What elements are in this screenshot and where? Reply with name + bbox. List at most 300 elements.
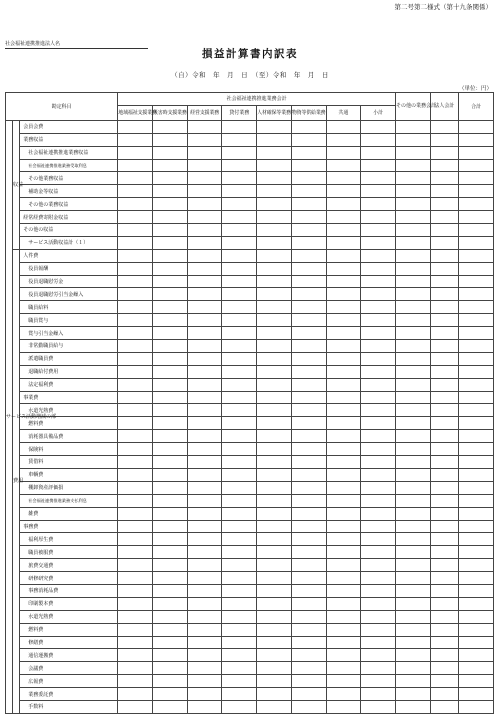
value-cell — [430, 636, 459, 649]
value-cell — [361, 430, 396, 443]
value-cell — [187, 688, 222, 701]
value-cell — [222, 404, 257, 417]
value-cell — [118, 404, 153, 417]
value-cell — [326, 249, 361, 262]
value-cell — [430, 546, 459, 559]
value-cell — [118, 211, 153, 224]
value-cell — [361, 584, 396, 597]
value-cell — [326, 610, 361, 623]
value-cell — [187, 597, 222, 610]
table-body — [6, 120, 494, 713]
value-cell — [361, 417, 396, 430]
value-cell — [326, 391, 361, 404]
table-row — [6, 700, 494, 713]
value-cell — [153, 688, 188, 701]
value-cell — [361, 340, 396, 353]
value-cell — [326, 211, 361, 224]
value-cell — [222, 120, 257, 133]
table-row — [6, 340, 494, 353]
value-cell — [361, 275, 396, 288]
value-cell — [118, 236, 153, 249]
value-cell — [118, 597, 153, 610]
value-cell — [291, 481, 326, 494]
value-cell — [118, 494, 153, 507]
value-cell — [430, 378, 459, 391]
value-cell — [187, 623, 222, 636]
value-cell — [361, 198, 396, 211]
value-cell — [257, 520, 292, 533]
table-row — [6, 314, 494, 327]
value-cell — [222, 249, 257, 262]
value-cell — [459, 649, 494, 662]
value-cell — [326, 507, 361, 520]
value-cell — [326, 430, 361, 443]
header-sub-col: 人材確保等業務 — [257, 105, 292, 120]
value-cell — [361, 456, 396, 469]
value-cell — [459, 700, 494, 713]
value-cell — [395, 468, 430, 481]
value-cell — [395, 146, 430, 159]
value-cell — [222, 352, 257, 365]
value-cell — [395, 443, 430, 456]
value-cell — [153, 378, 188, 391]
value-cell — [257, 456, 292, 469]
value-cell — [187, 159, 222, 172]
table-row — [6, 301, 494, 314]
value-cell — [118, 327, 153, 340]
value-cell — [395, 430, 430, 443]
value-cell — [153, 481, 188, 494]
value-cell — [153, 507, 188, 520]
table-row — [6, 198, 494, 211]
value-cell — [257, 649, 292, 662]
value-cell — [291, 391, 326, 404]
account-label: 手数料 — [20, 700, 118, 713]
value-cell — [395, 172, 430, 185]
value-cell — [222, 378, 257, 391]
table-row — [6, 610, 494, 623]
value-cell — [459, 456, 494, 469]
value-cell — [291, 662, 326, 675]
table-row — [6, 275, 494, 288]
value-cell — [153, 224, 188, 237]
value-cell — [459, 249, 494, 262]
value-cell — [395, 494, 430, 507]
table-row — [6, 417, 494, 430]
value-cell — [430, 327, 459, 340]
value-cell — [118, 700, 153, 713]
value-cell — [222, 546, 257, 559]
value-cell — [395, 520, 430, 533]
value-cell — [326, 533, 361, 546]
value-cell — [187, 391, 222, 404]
value-cell — [187, 584, 222, 597]
value-cell — [187, 572, 222, 585]
value-cell — [291, 198, 326, 211]
value-cell — [222, 159, 257, 172]
table-row — [6, 597, 494, 610]
value-cell — [222, 301, 257, 314]
value-cell — [395, 275, 430, 288]
account-label: 補助金等収益 — [20, 185, 118, 198]
value-cell — [153, 700, 188, 713]
header-corp: 法人会計 — [430, 93, 459, 121]
value-cell — [459, 211, 494, 224]
table-row — [6, 468, 494, 481]
account-label: 人件費 — [20, 249, 118, 262]
account-label: 保険料 — [20, 443, 118, 456]
value-cell — [395, 572, 430, 585]
value-cell — [257, 249, 292, 262]
value-cell — [395, 546, 430, 559]
value-cell — [326, 700, 361, 713]
value-cell — [153, 404, 188, 417]
value-cell — [153, 584, 188, 597]
value-cell — [361, 146, 396, 159]
value-cell — [459, 262, 494, 275]
account-label: その他の収益 — [20, 224, 118, 237]
value-cell — [395, 610, 430, 623]
value-cell — [395, 417, 430, 430]
value-cell — [459, 185, 494, 198]
account-label: 非常勤職員給与 — [20, 340, 118, 353]
value-cell — [291, 675, 326, 688]
value-cell — [153, 636, 188, 649]
value-cell — [430, 172, 459, 185]
value-cell — [187, 559, 222, 572]
value-cell — [459, 236, 494, 249]
table-row — [6, 159, 494, 172]
value-cell — [361, 378, 396, 391]
value-cell — [187, 224, 222, 237]
value-cell — [153, 391, 188, 404]
value-cell — [395, 391, 430, 404]
value-cell — [326, 301, 361, 314]
value-cell — [118, 417, 153, 430]
value-cell — [257, 468, 292, 481]
value-cell — [118, 133, 153, 146]
account-label: その他業務収益 — [20, 172, 118, 185]
value-cell — [395, 262, 430, 275]
table-row — [6, 133, 494, 146]
value-cell — [395, 378, 430, 391]
value-cell — [459, 146, 494, 159]
value-cell — [430, 456, 459, 469]
section-revenue: 収益 — [13, 120, 20, 249]
value-cell — [187, 494, 222, 507]
value-cell — [153, 417, 188, 430]
account-label: サービス活動収益計（１） — [20, 236, 118, 249]
value-cell — [361, 533, 396, 546]
account-label: 社会福祉連携推進業務受取利息 — [20, 159, 118, 172]
value-cell — [118, 443, 153, 456]
value-cell — [361, 623, 396, 636]
value-cell — [118, 249, 153, 262]
value-cell — [222, 572, 257, 585]
value-cell — [326, 404, 361, 417]
account-label: 事業費 — [20, 391, 118, 404]
value-cell — [459, 133, 494, 146]
value-cell — [326, 275, 361, 288]
value-cell — [291, 649, 326, 662]
table-row — [6, 352, 494, 365]
value-cell — [118, 610, 153, 623]
value-cell — [395, 559, 430, 572]
table-row — [6, 211, 494, 224]
value-cell — [361, 559, 396, 572]
value-cell — [187, 662, 222, 675]
value-cell — [430, 262, 459, 275]
value-cell — [187, 340, 222, 353]
account-label: 業務収益 — [20, 133, 118, 146]
value-cell — [257, 327, 292, 340]
value-cell — [257, 211, 292, 224]
value-cell — [326, 172, 361, 185]
value-cell — [153, 468, 188, 481]
value-cell — [291, 430, 326, 443]
value-cell — [153, 133, 188, 146]
table-row — [6, 288, 494, 301]
value-cell — [222, 314, 257, 327]
value-cell — [459, 224, 494, 237]
value-cell — [291, 417, 326, 430]
table-row — [6, 584, 494, 597]
table-row — [6, 327, 494, 340]
value-cell — [326, 146, 361, 159]
table-row — [6, 572, 494, 585]
header-sub-col: 物資等供給業務 — [291, 105, 326, 120]
value-cell — [459, 417, 494, 430]
value-cell — [361, 288, 396, 301]
value-cell — [222, 443, 257, 456]
value-cell — [326, 314, 361, 327]
value-cell — [153, 314, 188, 327]
value-cell — [187, 314, 222, 327]
value-cell — [459, 559, 494, 572]
table-row — [6, 636, 494, 649]
value-cell — [291, 559, 326, 572]
value-cell — [326, 378, 361, 391]
value-cell — [430, 314, 459, 327]
value-cell — [326, 365, 361, 378]
value-cell — [187, 249, 222, 262]
value-cell — [291, 275, 326, 288]
value-cell — [187, 430, 222, 443]
value-cell — [257, 198, 292, 211]
value-cell — [395, 507, 430, 520]
value-cell — [118, 365, 153, 378]
table-row — [6, 391, 494, 404]
value-cell — [153, 249, 188, 262]
value-cell — [257, 340, 292, 353]
value-cell — [395, 597, 430, 610]
value-cell — [187, 546, 222, 559]
value-cell — [395, 404, 430, 417]
value-cell — [395, 481, 430, 494]
value-cell — [430, 623, 459, 636]
unit-label: （単位：円） — [458, 86, 492, 92]
value-cell — [459, 662, 494, 675]
value-cell — [153, 597, 188, 610]
value-cell — [187, 301, 222, 314]
value-cell — [291, 352, 326, 365]
value-cell — [118, 636, 153, 649]
account-label: 賞与引当金繰入 — [20, 327, 118, 340]
value-cell — [326, 494, 361, 507]
value-cell — [257, 623, 292, 636]
value-cell — [257, 391, 292, 404]
value-cell — [291, 224, 326, 237]
table-row — [6, 236, 494, 249]
value-cell — [361, 494, 396, 507]
table-row — [6, 559, 494, 572]
value-cell — [430, 688, 459, 701]
value-cell — [257, 675, 292, 688]
value-cell — [395, 688, 430, 701]
value-cell — [291, 688, 326, 701]
value-cell — [118, 456, 153, 469]
value-cell — [118, 430, 153, 443]
account-label: 印刷製本費 — [20, 597, 118, 610]
account-label: 職員給料 — [20, 301, 118, 314]
table-row — [6, 675, 494, 688]
value-cell — [118, 649, 153, 662]
value-cell — [118, 533, 153, 546]
value-cell — [361, 236, 396, 249]
value-cell — [361, 649, 396, 662]
value-cell — [187, 288, 222, 301]
header-subject: 勘定科目 — [6, 93, 118, 121]
value-cell — [291, 597, 326, 610]
header-total: 合計 — [459, 93, 494, 121]
value-cell — [291, 340, 326, 353]
value-cell — [118, 120, 153, 133]
value-cell — [361, 262, 396, 275]
value-cell — [430, 159, 459, 172]
value-cell — [326, 546, 361, 559]
value-cell — [459, 314, 494, 327]
value-cell — [430, 133, 459, 146]
value-cell — [257, 559, 292, 572]
value-cell — [326, 559, 361, 572]
value-cell — [459, 391, 494, 404]
table-row — [6, 443, 494, 456]
value-cell — [222, 327, 257, 340]
value-cell — [326, 159, 361, 172]
account-label: 研修研究費 — [20, 572, 118, 585]
header-other: その他の業務会計 — [395, 93, 430, 121]
value-cell — [430, 301, 459, 314]
value-cell — [291, 365, 326, 378]
value-cell — [257, 572, 292, 585]
value-cell — [430, 572, 459, 585]
value-cell — [257, 417, 292, 430]
value-cell — [459, 198, 494, 211]
header-row-1 — [6, 93, 494, 106]
value-cell — [395, 133, 430, 146]
value-cell — [153, 327, 188, 340]
value-cell — [187, 133, 222, 146]
account-label: 役員報酬 — [20, 262, 118, 275]
value-cell — [361, 572, 396, 585]
header-sub-col: 共通 — [326, 105, 361, 120]
value-cell — [459, 430, 494, 443]
value-cell — [118, 185, 153, 198]
value-cell — [257, 314, 292, 327]
value-cell — [118, 662, 153, 675]
account-label: 職員被服費 — [20, 546, 118, 559]
form-number: 第二号第二様式（第十九条関係） — [394, 3, 492, 11]
value-cell — [118, 301, 153, 314]
value-cell — [291, 378, 326, 391]
value-cell — [257, 275, 292, 288]
value-cell — [222, 275, 257, 288]
value-cell — [361, 520, 396, 533]
value-cell — [257, 352, 292, 365]
value-cell — [395, 675, 430, 688]
value-cell — [430, 236, 459, 249]
value-cell — [430, 146, 459, 159]
value-cell — [459, 636, 494, 649]
value-cell — [326, 597, 361, 610]
value-cell — [118, 584, 153, 597]
value-cell — [326, 198, 361, 211]
value-cell — [361, 700, 396, 713]
value-cell — [118, 288, 153, 301]
value-cell — [257, 481, 292, 494]
value-cell — [153, 211, 188, 224]
value-cell — [257, 584, 292, 597]
value-cell — [153, 301, 188, 314]
value-cell — [459, 327, 494, 340]
value-cell — [291, 700, 326, 713]
value-cell — [361, 610, 396, 623]
value-cell — [291, 236, 326, 249]
value-cell — [459, 340, 494, 353]
value-cell — [395, 584, 430, 597]
value-cell — [430, 662, 459, 675]
value-cell — [430, 584, 459, 597]
value-cell — [187, 172, 222, 185]
account-label: 水道光熱費 — [20, 610, 118, 623]
table-row — [6, 120, 494, 133]
value-cell — [361, 185, 396, 198]
value-cell — [257, 378, 292, 391]
value-cell — [118, 391, 153, 404]
value-cell — [257, 636, 292, 649]
value-cell — [153, 456, 188, 469]
value-cell — [291, 159, 326, 172]
value-cell — [291, 133, 326, 146]
value-cell — [361, 391, 396, 404]
value-cell — [222, 636, 257, 649]
value-cell — [118, 520, 153, 533]
value-cell — [326, 352, 361, 365]
account-label: 役員退職慰労金 — [20, 275, 118, 288]
value-cell — [153, 662, 188, 675]
value-cell — [257, 159, 292, 172]
value-cell — [222, 224, 257, 237]
value-cell — [153, 430, 188, 443]
value-cell — [291, 172, 326, 185]
value-cell — [459, 584, 494, 597]
value-cell — [459, 159, 494, 172]
value-cell — [153, 365, 188, 378]
value-cell — [430, 559, 459, 572]
value-cell — [257, 546, 292, 559]
value-cell — [361, 507, 396, 520]
value-cell — [430, 610, 459, 623]
